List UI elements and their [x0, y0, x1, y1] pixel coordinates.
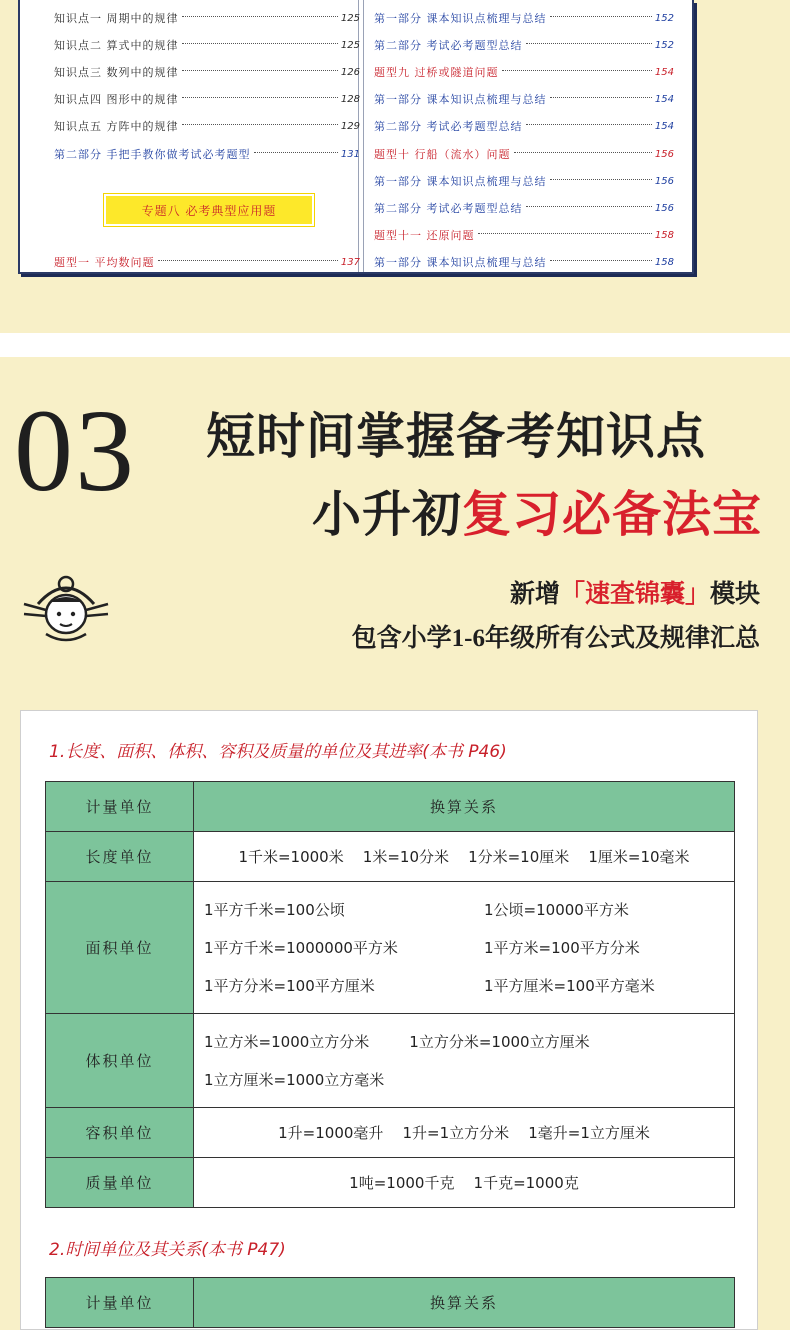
volume-conversion: 1立方米=1000立方分米 [204, 1033, 370, 1051]
mass-conversions: 1吨=1000千克 1千克=1000克 [194, 1158, 735, 1208]
table-row [46, 882, 735, 1014]
area-conversion: 1平方千米=100公顷 [204, 901, 345, 919]
toc-entry[interactable] [374, 116, 674, 136]
toc-entry-page: 154 [654, 93, 674, 105]
table-header-row [46, 782, 735, 832]
toc-entry-title: 知识点三 数列中的规律 [54, 66, 179, 79]
volume-conversions [194, 1014, 735, 1108]
row-label-length: 长度单位 [46, 832, 194, 882]
toc-entry-page: 128 [340, 93, 360, 105]
toc-entry[interactable] [374, 225, 674, 245]
row-label-area: 面积单位 [46, 882, 194, 1014]
toc-entry-page: 152 [654, 39, 674, 51]
toc-entry-page: 137 [340, 256, 360, 268]
toc-entry-page: 156 [654, 175, 674, 187]
volume-conversion: 1立方分米=1000立方厘米 [409, 1033, 590, 1051]
toc-entry[interactable] [54, 62, 360, 82]
toc-entry-title: 第二部分 考试必考题型总结 [374, 39, 523, 52]
capacity-conversions: 1升=1000毫升 1升=1立方分米 1毫升=1立方厘米 [194, 1108, 735, 1158]
toc-entry[interactable] [374, 144, 674, 164]
table1-title: 1.长度、面积、体积、容积及质量的单位及其进率(本书 P46) [49, 742, 507, 762]
feature-highlight: 「速查锦囊」 [559, 581, 710, 608]
toc-entry-title: 第二部分 手把手教你做考试必考题型 [54, 148, 251, 161]
area-conversions [194, 882, 735, 1014]
table-row [46, 1014, 735, 1108]
section-number: 03 [14, 385, 136, 516]
toc-entry-title: 知识点四 图形中的规律 [54, 93, 179, 106]
area-conversion: 1平方米=100平方分米 [484, 939, 640, 957]
toc-entry-title: 知识点五 方阵中的规律 [54, 120, 179, 133]
area-conversion: 1平方千米=1000000平方米 [204, 939, 398, 957]
row-label-capacity: 容积单位 [46, 1108, 194, 1158]
toc-entry[interactable] [374, 89, 674, 109]
toc-entry[interactable] [54, 144, 360, 164]
header-unit: 计量单位 [46, 1278, 194, 1328]
toc-entry-title: 题型十 行船（流水）问题 [374, 148, 511, 161]
headline-red-part: 复习必备法宝 [461, 487, 762, 542]
feature-line [510, 574, 760, 610]
toc-entry-page: 129 [340, 120, 360, 132]
toc-entry[interactable] [54, 35, 360, 55]
toc-entry-page: 156 [654, 148, 674, 160]
toc-entry-page: 154 [654, 66, 674, 78]
row-label-volume: 体积单位 [46, 1014, 194, 1108]
toc-entry[interactable] [374, 35, 674, 55]
reference-card [20, 710, 758, 1330]
toc-entry-title: 题型一 平均数问题 [54, 256, 155, 269]
coverage-line: 包含小学1-6年级所有公式及规律汇总 [351, 625, 760, 652]
feature-prefix: 新增 [509, 581, 560, 608]
length-conversions: 1千米=1000米 1米=10分米 1分米=10厘米 1厘米=10毫米 [194, 832, 735, 882]
section-divider [0, 333, 790, 357]
table2-title: 2.时间单位及其关系(本书 P47) [49, 1240, 286, 1260]
toc-entry[interactable] [374, 62, 674, 82]
headline-black-part: 小升初 [311, 487, 462, 542]
time-units-table [45, 1277, 735, 1328]
toc-entry-title: 题型九 过桥或隧道问题 [374, 66, 499, 79]
feature-suffix: 模块 [709, 581, 760, 608]
toc-entry-title: 第二部分 考试必考题型总结 [374, 202, 523, 215]
toc-entry-title: 第一部分 课本知识点梳理与总结 [374, 12, 547, 25]
toc-entry[interactable] [54, 252, 360, 272]
toc-entry[interactable] [54, 89, 360, 109]
toc-entry-page: 158 [654, 256, 674, 268]
toc-entry-title: 知识点一 周期中的规律 [54, 12, 179, 25]
row-label-mass: 质量单位 [46, 1158, 194, 1208]
table-row [46, 832, 735, 882]
table-row [46, 1108, 735, 1158]
toc-entry[interactable] [374, 8, 674, 28]
header-relation: 换算关系 [194, 782, 735, 832]
table-row [46, 1158, 735, 1208]
units-conversion-table [45, 781, 735, 1208]
toc-entry-title: 知识点二 算式中的规律 [54, 39, 179, 52]
toc-entry-title: 第一部分 课本知识点梳理与总结 [374, 256, 547, 269]
header-unit: 计量单位 [46, 782, 194, 832]
toc-entry[interactable] [374, 252, 674, 272]
toc-entry-title: 第一部分 课本知识点梳理与总结 [374, 93, 547, 106]
toc-entry-page: 154 [654, 120, 674, 132]
toc-entry-title: 第二部分 考试必考题型总结 [374, 120, 523, 133]
toc-entry-page: 126 [340, 66, 360, 78]
toc-entry[interactable] [374, 198, 674, 218]
toc-entry-page: 156 [654, 202, 674, 214]
toc-entry-page: 125 [340, 12, 360, 24]
topic-label-badge: 专题八 必考典型应用题 [106, 196, 312, 224]
headline-secondary [312, 476, 762, 546]
toc-book-page [18, 0, 694, 274]
headline-primary: 短时间掌握备考知识点 [206, 409, 707, 464]
volume-conversion: 1立方厘米=1000立方毫米 [204, 1071, 385, 1089]
toc-entry[interactable] [54, 116, 360, 136]
toc-entry-page: 131 [340, 148, 360, 160]
header-relation: 换算关系 [194, 1278, 735, 1328]
toc-entry[interactable] [374, 171, 674, 191]
area-conversion: 1平方厘米=100平方毫米 [484, 977, 655, 995]
toc-entry[interactable] [54, 8, 360, 28]
toc-entry-title: 第一部分 课本知识点梳理与总结 [374, 175, 547, 188]
area-conversion: 1公顷=10000平方米 [484, 901, 629, 919]
mascot-character-icon [20, 574, 112, 646]
toc-entry-title: 题型十一 还原问题 [374, 229, 475, 242]
area-conversion: 1平方分米=100平方厘米 [204, 977, 375, 995]
toc-entry-page: 152 [654, 12, 674, 24]
toc-section [0, 0, 790, 333]
toc-entry-page: 125 [340, 39, 360, 51]
toc-entry-page: 158 [654, 229, 674, 241]
table-header-row [46, 1278, 735, 1328]
